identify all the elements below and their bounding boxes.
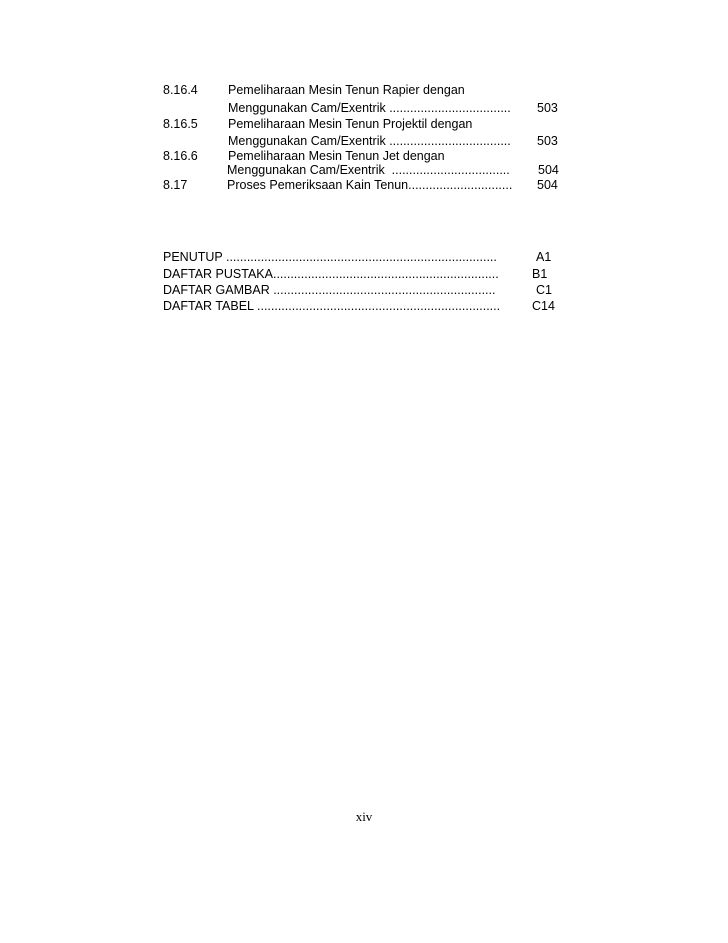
toc-title: Pemeliharaan Mesin Tenun Projektil dengan: [228, 117, 473, 131]
toc-title: Proses Pemeriksaan Kain Tenun..............................: [227, 178, 513, 192]
back-matter-page: A1: [536, 250, 552, 264]
back-matter-entry: DAFTAR GAMBAR ................................................................: [163, 283, 496, 297]
back-matter-entry: PENUTUP ..............................................................................: [163, 250, 497, 264]
toc-title-continued: Menggunakan Cam/Exentrik ...................................: [228, 134, 511, 148]
toc-page-number: 503: [537, 101, 558, 115]
back-matter-page: B1: [532, 267, 548, 281]
toc-number: 8.16.4: [163, 83, 198, 97]
back-matter-entry: DAFTAR PUSTAKA.................................................................: [163, 267, 499, 281]
back-matter-entry: DAFTAR TABEL ......................................................................: [163, 299, 501, 313]
toc-page-number: 504: [538, 163, 559, 177]
toc-number: 8.16.6: [163, 149, 198, 163]
toc-number: 8.16.5: [163, 117, 198, 131]
toc-page-number: 503: [537, 134, 558, 148]
toc-number: 8.17: [163, 178, 188, 192]
toc-title-continued: Menggunakan Cam/Exentrik ..................................: [227, 163, 510, 177]
toc-page-number: 504: [537, 178, 558, 192]
toc-title-continued: Menggunakan Cam/Exentrik ...................................: [228, 101, 511, 115]
back-matter-page: C14: [532, 299, 555, 313]
toc-title: Pemeliharaan Mesin Tenun Jet dengan: [228, 149, 445, 163]
back-matter-page: C1: [536, 283, 552, 297]
page-folio: xiv: [355, 809, 373, 824]
toc-title: Pemeliharaan Mesin Tenun Rapier dengan: [228, 83, 465, 97]
